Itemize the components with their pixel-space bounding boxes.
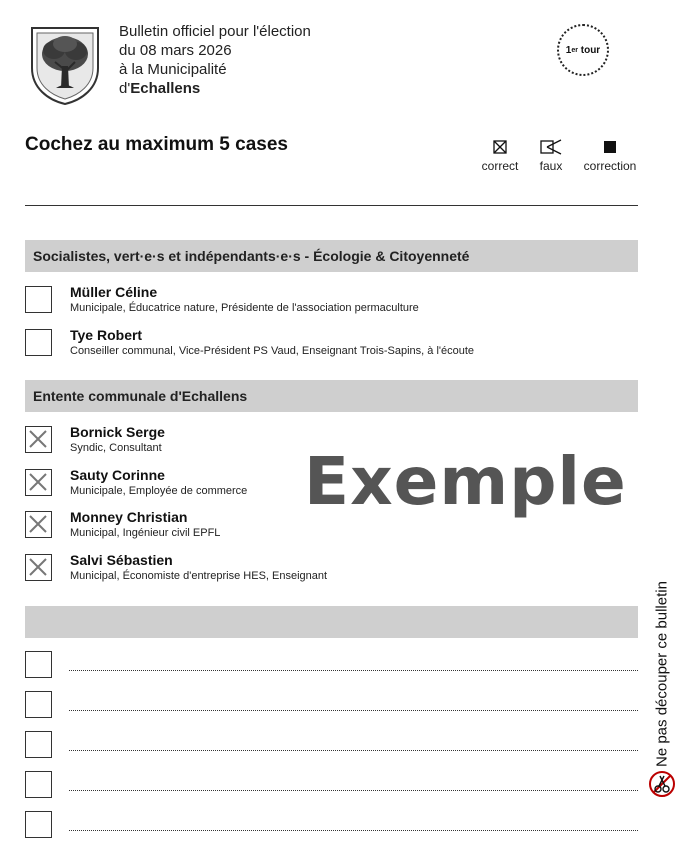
candidate-checkbox[interactable] [25, 691, 52, 718]
candidate-description: Municipale, Employée de commerce [70, 485, 248, 497]
cross-mark-icon [27, 556, 49, 578]
candidate-checkbox[interactable] [25, 771, 52, 798]
blank-candidate-row [25, 771, 638, 798]
candidate-checkbox[interactable] [25, 731, 52, 758]
candidate-name: Tye Robert [70, 327, 143, 343]
do-not-cut-note: Ne pas découper ce bulletin [653, 581, 671, 767]
write-in-line[interactable] [69, 830, 638, 831]
write-in-line[interactable] [69, 790, 638, 791]
header-line-1: Bulletin officiel pour l'élection [119, 23, 311, 40]
legend-faux [533, 139, 569, 173]
round-label: tour [580, 44, 601, 56]
no-scissors-icon [648, 770, 676, 798]
round-stamp [557, 24, 609, 76]
candidate-description: Municipal, Ingénieur civil EPFL [70, 527, 221, 539]
candidate-checkbox[interactable] [25, 329, 52, 356]
candidate-checkbox[interactable] [25, 554, 52, 581]
candidate-checkbox[interactable] [25, 511, 52, 538]
candidate-name: Sauty Corinne [70, 467, 165, 483]
cross-mark-icon [27, 513, 49, 535]
candidate-row [25, 554, 585, 584]
candidate-name: Bornick Serge [70, 424, 165, 440]
candidate-row [25, 286, 585, 316]
municipality-name: Echallens [130, 80, 201, 97]
candidate-checkbox[interactable] [25, 286, 52, 313]
blank-candidate-row [25, 811, 638, 838]
legend-correction-label: correction [583, 159, 637, 173]
round-suffix: er [571, 46, 578, 54]
candidate-checkbox[interactable] [25, 811, 52, 838]
legend-correct [478, 139, 522, 173]
blank-candidate-row [25, 651, 638, 678]
header-divider [25, 205, 638, 206]
legend-correct-label: correct [481, 159, 519, 173]
overflowing-cross-icon [533, 139, 569, 157]
example-watermark: Exemple [304, 443, 627, 520]
write-in-line[interactable] [69, 670, 638, 671]
candidate-name: Salvi Sébastien [70, 552, 173, 568]
candidate-row [25, 329, 585, 359]
header-line-2: du 08 mars 2026 [119, 42, 232, 59]
candidate-checkbox[interactable] [25, 651, 52, 678]
write-in-line[interactable] [69, 710, 638, 711]
crossed-box-icon [478, 139, 522, 157]
coat-of-arms-tree-icon [28, 24, 102, 106]
round-number: 1 [565, 44, 572, 56]
list-header-blank [25, 606, 638, 638]
candidate-description: Municipale, Éducatrice nature, Présidente de l'association permaculture [70, 302, 419, 314]
candidate-name: Monney Christian [70, 509, 188, 525]
legend-correction [579, 139, 641, 173]
candidate-description: Conseiller communal, Vice-Président PS Vaud, Enseignant Trois-Sapins, à l'écoute [70, 345, 475, 357]
candidate-checkbox[interactable] [25, 469, 52, 496]
blank-candidate-row [25, 731, 638, 758]
cross-mark-icon [27, 471, 49, 493]
write-in-line[interactable] [69, 750, 638, 751]
header-line-4 [119, 79, 311, 98]
list-header-entente: Entente communale d'Echallens [25, 380, 638, 412]
ballot-header [119, 22, 311, 98]
candidate-description: Syndic, Consultant [70, 442, 162, 454]
filled-box-icon [579, 139, 641, 157]
blank-candidate-row [25, 691, 638, 718]
legend-faux-label: faux [539, 159, 563, 173]
candidate-name: Müller Céline [70, 284, 158, 300]
cross-mark-icon [27, 428, 49, 450]
list-header-socialistes: Socialistes, vert·e·s et indépendants·e·s - Écologie & Citoyenneté [25, 240, 638, 272]
candidate-description: Municipal, Économiste d'entreprise HES, Enseignant [70, 570, 328, 582]
municipality-prefix: d' [119, 80, 131, 97]
voting-instruction: Cochez au maximum 5 cases [25, 134, 288, 155]
candidate-checkbox[interactable] [25, 426, 52, 453]
header-line-3: à la Municipalité [119, 61, 227, 78]
